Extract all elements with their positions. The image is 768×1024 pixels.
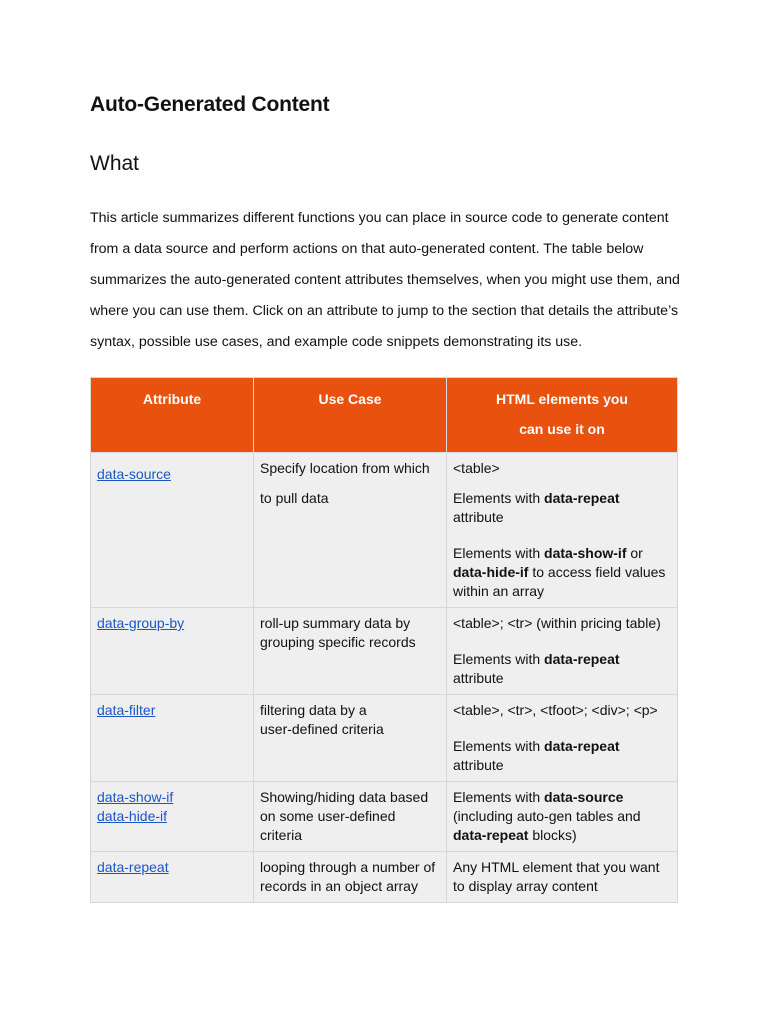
attribute-cell [91,852,254,903]
table-row [91,453,678,608]
element-text: Elements with [453,738,545,754]
element-text: Elements with [453,789,545,805]
element-entry: <table> [453,460,500,476]
element-entry [453,544,671,601]
elements-cell [447,695,678,782]
header-use-case: Use Case [254,378,447,453]
elements-cell [447,782,678,852]
section-heading: What [90,152,140,175]
element-entry [453,489,671,527]
use-case-cell: roll-up summary data by grouping specific records [254,608,447,695]
header-attribute: Attribute [91,378,254,453]
element-attr: data-hide-if [453,564,529,580]
table-row [91,852,678,903]
data-filter-link[interactable]: data-filter [97,702,156,718]
table-row [91,608,678,695]
element-text: Elements with [453,490,545,506]
use-case-cell: looping through a number of records in an object array [254,852,447,903]
attribute-cell [91,608,254,695]
use-case-line1: Specify location from which [260,460,430,476]
data-repeat-link[interactable]: data-repeat [97,859,169,875]
data-show-if-link[interactable]: data-show-if [97,789,174,805]
element-text: or [626,545,643,561]
element-entry: <table>; <tr> (within pricing table) [453,615,661,631]
element-text: attribute [453,670,504,686]
table-header-row [91,378,678,453]
element-entry [453,650,671,688]
element-attr: data-repeat [544,651,620,667]
intro-paragraph: This article summarizes different functions you can place in source code to generate content from a data source and perform actions on that auto-generated content. The table below summarizes the auto-generated content attributes themselves, when you might use them, and where you can use them. Click on an attribute to jump to the section that details the attribute’s syntax, possible use cases, and example code snippets demonstrating its use. [90,210,680,350]
element-entry [453,737,671,775]
data-group-by-link[interactable]: data-group-by [97,615,185,631]
attribute-cell [91,782,254,852]
header-elements-line2: can use it on [519,421,605,437]
element-attr: data-repeat [453,827,529,843]
element-text: to access field values within an array [453,564,666,599]
use-case-line2: to pull data [260,490,329,506]
attribute-cell [91,695,254,782]
element-attr: data-repeat [544,490,620,506]
page-title: Auto-Generated Content [90,93,330,116]
use-case-cell: Showing/hiding data based on some user-defined criteria [254,782,447,852]
use-case-cell [254,695,447,782]
element-text: attribute [453,757,504,773]
attribute-cell [91,453,254,608]
elements-cell [447,453,678,608]
attributes-table [90,377,678,903]
header-elements [447,378,678,453]
element-attr: data-repeat [544,738,620,754]
elements-cell [447,608,678,695]
element-attr: data-source [544,789,624,805]
data-source-link[interactable]: data-source [97,466,171,482]
table-row [91,695,678,782]
use-case-line1: filtering data by a [260,702,367,718]
table-row [91,782,678,852]
use-case-text [260,453,440,513]
data-hide-if-link[interactable]: data-hide-if [97,808,168,824]
element-text: Elements with [453,545,545,561]
use-case-cell [254,453,447,608]
elements-cell: Any HTML element that you want to display array content [447,852,678,903]
element-text: blocks) [528,827,577,843]
use-case-line2: user-defined criteria [260,721,384,737]
element-text: Elements with [453,651,545,667]
element-entry: <table>, <tr>, <tfoot>; <div>; <p> [453,702,658,718]
element-text: (including auto-gen tables and [453,808,641,824]
element-attr: data-show-if [544,545,627,561]
header-elements-line1: HTML elements you [496,391,628,407]
element-text: attribute [453,509,504,525]
